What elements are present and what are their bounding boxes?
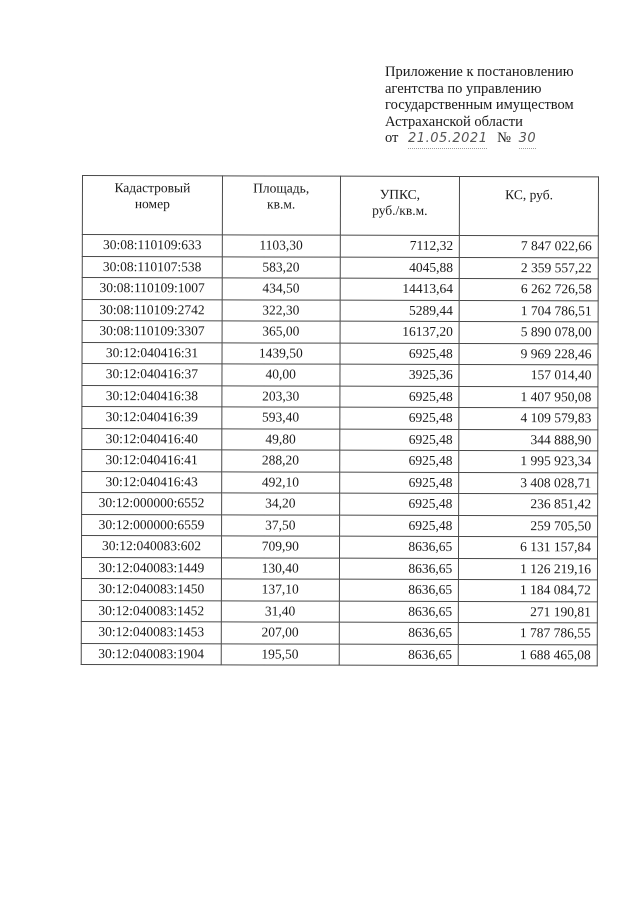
cadastral-number-cell: 30:12:040083:1449 xyxy=(81,557,221,579)
header-line: Астраханской области xyxy=(385,113,523,130)
upks-cell: 6925,48 xyxy=(339,515,459,537)
table-row xyxy=(82,364,598,387)
ks-cell: 1 184 084,72 xyxy=(459,579,598,601)
ks-cell: 6 262 726,58 xyxy=(459,278,598,300)
appendix-header xyxy=(385,64,630,149)
area-cell: 322,30 xyxy=(222,299,340,321)
area-cell: 34,20 xyxy=(221,493,339,515)
header-line: государственным имуществом xyxy=(385,97,574,113)
area-cell: 40,00 xyxy=(222,364,340,386)
table-row xyxy=(82,299,598,322)
header-line: Приложение к постановлению xyxy=(385,64,574,80)
cadastral-number-cell: 30:12:040416:38 xyxy=(82,385,222,407)
area-cell: 207,00 xyxy=(221,622,339,644)
header-cadastral-number: Кадастровый номер xyxy=(82,176,222,235)
ks-cell: 271 190,81 xyxy=(459,601,598,623)
ks-cell: 157 014,40 xyxy=(459,364,598,386)
area-cell: 365,00 xyxy=(222,321,340,343)
ks-cell: 5 890 078,00 xyxy=(459,321,598,343)
ks-cell: 1 787 786,55 xyxy=(459,622,598,644)
area-cell: 195,50 xyxy=(221,643,339,665)
handwritten-date: 21.05.2021 xyxy=(408,131,487,149)
upks-cell: 8636,65 xyxy=(339,536,459,558)
upks-cell: 8636,65 xyxy=(339,601,459,623)
table-row xyxy=(81,643,597,666)
table-row xyxy=(82,514,598,537)
upks-cell: 4045,88 xyxy=(340,257,460,279)
table-row xyxy=(82,256,598,279)
table-header-row xyxy=(82,176,598,236)
cadastral-number-cell: 30:08:110109:1007 xyxy=(82,278,222,300)
header-ks: КС, руб. xyxy=(460,176,599,235)
table-row xyxy=(81,557,597,580)
table-row xyxy=(81,578,597,601)
cadastral-number-cell: 30:12:040416:40 xyxy=(82,428,222,450)
cadastral-number-cell: 30:12:040083:1904 xyxy=(81,643,221,665)
table-row xyxy=(82,385,598,408)
cadastral-number-cell: 30:12:040416:43 xyxy=(82,471,222,493)
upks-cell: 6925,48 xyxy=(339,429,459,451)
upks-cell: 6925,48 xyxy=(339,386,459,408)
cadastral-number-cell: 30:08:110109:2742 xyxy=(82,299,222,321)
cadastral-number-cell: 30:08:110107:538 xyxy=(82,256,222,278)
ks-cell: 1 407 950,08 xyxy=(459,386,598,408)
upks-cell: 5289,44 xyxy=(340,300,460,322)
upks-cell: 14413,64 xyxy=(340,278,460,300)
table-row xyxy=(81,536,597,559)
area-cell: 583,20 xyxy=(222,256,340,278)
header-upks: УПКС, руб./кв.м. xyxy=(340,176,460,235)
from-label: от xyxy=(385,130,399,146)
table-row xyxy=(81,600,597,623)
area-cell: 593,40 xyxy=(222,407,340,429)
upks-cell: 8636,65 xyxy=(339,622,459,644)
ks-cell: 344 888,90 xyxy=(459,429,598,451)
cadastral-number-cell: 30:12:000000:6559 xyxy=(82,514,222,536)
area-cell: 434,50 xyxy=(222,278,340,300)
area-cell: 1103,30 xyxy=(222,235,340,257)
table-row xyxy=(82,471,598,494)
table-row xyxy=(82,321,598,344)
cadastral-number-cell: 30:12:040083:1453 xyxy=(81,621,221,643)
ks-cell: 3 408 028,71 xyxy=(459,472,598,494)
area-cell: 130,40 xyxy=(221,557,339,579)
handwritten-number: 30 xyxy=(519,131,537,149)
ks-cell: 1 995 923,34 xyxy=(459,450,598,472)
ks-cell: 1 704 786,51 xyxy=(459,300,598,322)
upks-cell: 8636,65 xyxy=(339,579,459,601)
area-cell: 492,10 xyxy=(222,471,340,493)
upks-cell: 6925,48 xyxy=(339,472,459,494)
header-area: Площадь, кв.м. xyxy=(222,176,340,235)
table-row xyxy=(82,493,598,516)
area-cell: 137,10 xyxy=(221,579,339,601)
area-cell: 49,80 xyxy=(222,428,340,450)
cadastral-number-cell: 30:12:040083:1450 xyxy=(81,578,221,600)
ks-cell: 9 969 228,46 xyxy=(459,343,598,365)
ks-cell: 2 359 557,22 xyxy=(460,257,599,279)
upks-cell: 7112,32 xyxy=(340,235,460,257)
upks-cell: 6925,48 xyxy=(340,343,460,365)
table-row xyxy=(82,407,598,430)
table-row xyxy=(82,235,598,258)
cadastral-value-table xyxy=(81,175,599,666)
table-row xyxy=(82,428,598,451)
cadastral-number-cell: 30:12:040416:41 xyxy=(82,450,222,472)
ks-cell: 4 109 579,83 xyxy=(459,407,598,429)
table-row xyxy=(82,342,598,365)
upks-cell: 6925,48 xyxy=(339,493,459,515)
area-cell: 1439,50 xyxy=(222,342,340,364)
ks-cell: 1 126 219,16 xyxy=(459,558,598,580)
cadastral-number-cell: 30:12:000000:6552 xyxy=(82,493,222,515)
table-row xyxy=(82,450,598,473)
ks-cell: 259 705,50 xyxy=(459,515,598,537)
header-line: агентства по управлению xyxy=(385,80,542,97)
area-cell: 37,50 xyxy=(221,514,339,536)
area-cell: 203,30 xyxy=(222,385,340,407)
upks-cell: 3925,36 xyxy=(340,364,460,386)
upks-cell: 6925,48 xyxy=(339,450,459,472)
cadastral-number-cell: 30:12:040416:31 xyxy=(82,342,222,364)
upks-cell: 8636,65 xyxy=(339,558,459,580)
date-number-line xyxy=(385,130,630,149)
upks-cell: 16137,20 xyxy=(340,321,460,343)
cadastral-number-cell: 30:08:110109:3307 xyxy=(82,321,222,343)
cadastral-number-cell: 30:12:040083:602 xyxy=(81,536,221,558)
table-row xyxy=(81,621,597,644)
number-label: № xyxy=(497,130,511,146)
ks-cell: 7 847 022,66 xyxy=(460,235,599,257)
table-row xyxy=(82,278,598,301)
upks-cell: 6925,48 xyxy=(339,407,459,429)
area-cell: 709,90 xyxy=(221,536,339,558)
ks-cell: 1 688 465,08 xyxy=(458,644,597,666)
table-body xyxy=(81,235,598,666)
cadastral-number-cell: 30:12:040416:39 xyxy=(82,407,222,429)
cadastral-number-cell: 30:12:040083:1452 xyxy=(81,600,221,622)
upks-cell: 8636,65 xyxy=(339,644,459,666)
cadastral-number-cell: 30:08:110109:633 xyxy=(82,235,222,257)
ks-cell: 6 131 157,84 xyxy=(459,536,598,558)
ks-cell: 236 851,42 xyxy=(459,493,598,515)
area-cell: 31,40 xyxy=(221,600,339,622)
area-cell: 288,20 xyxy=(222,450,340,472)
cadastral-number-cell: 30:12:040416:37 xyxy=(82,364,222,386)
